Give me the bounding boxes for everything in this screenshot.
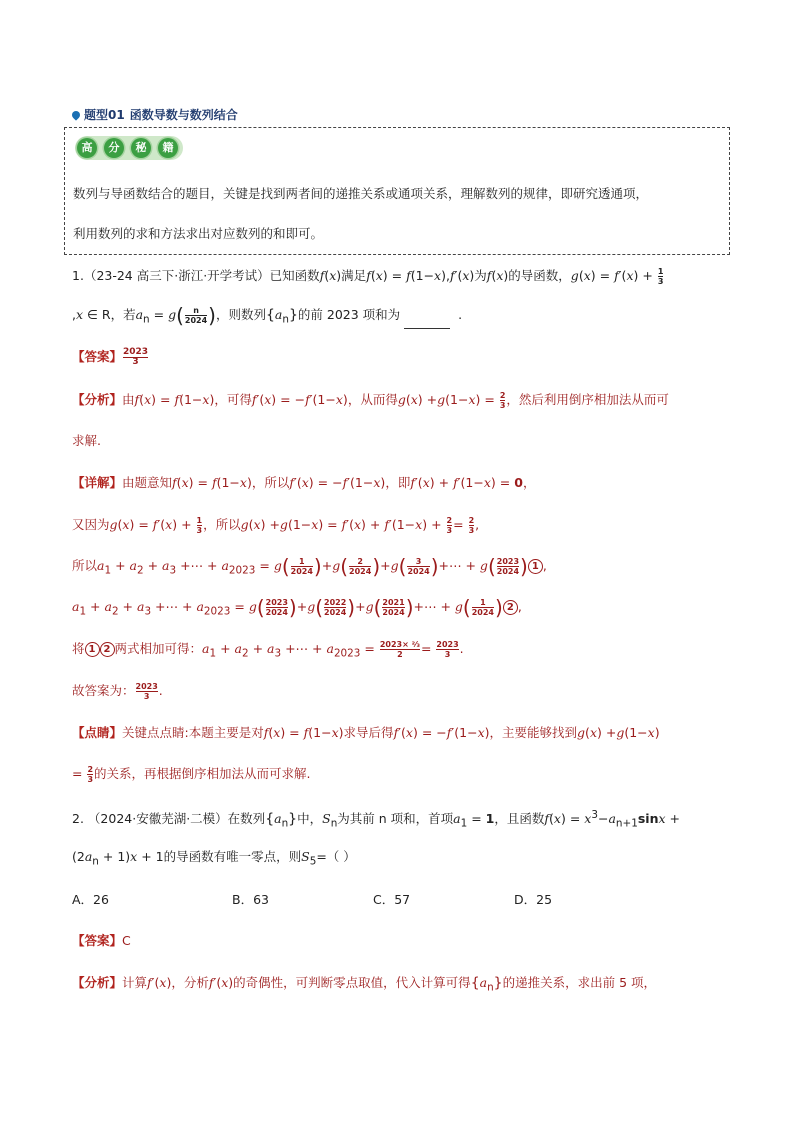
q1-detail-line-4: $a_1 + a_2 + a_3$ +⋯ + $a_{2023} = g$( $\frac{2023}{2024}$ )+g( $\frac{2022}{2024}$ )+g( $\frac{2021}{2024}$ )+⋯ + g( $\frac{1}{2024}$ ) 2 , [72, 595, 522, 620]
q2-options [72, 890, 772, 908]
badge-char: 分 [104, 138, 124, 158]
section-header [72, 104, 238, 123]
q1-analysis-line-1: 【分析】由f(x) = f(1−x)，可得f′(x) = −f′(1−x)，从而得g(x) +g(1−x) = $\frac{2}{3}$ ，然后利用倒序相加法从而可 [72, 391, 669, 410]
badge-char: 籍 [158, 138, 178, 158]
q1-detail-line-3: 所以$a_1 + a_2 + a_3$ +⋯ + $a_{2023} = g$( $\frac{1}{2024}$ )+g( $\frac{2}{2024}$ )+g( $\frac{3}{2024}$ )+⋯ + g( $\frac{2023}{2024}$ ) 1 , [72, 554, 547, 579]
tips-box [64, 127, 730, 255]
badge-char: 秘 [131, 138, 151, 158]
tips-line-1: 数列与导函数结合的题目，关键是找到两者间的递推关系或通项关系，理解数列的规律，即研究透通项， [73, 186, 649, 201]
q1-answer: 【答案】 $\frac{2023}{3}$ [72, 347, 149, 367]
q1-comment-line-1: 【点睛】关键点点睛:本题主要是对f(x) = f(1−x)求导后得f′(x) = −f′(1−x)，主要能够找到g(x) +g(1−x) [72, 725, 660, 740]
answer-blank [404, 316, 450, 329]
q1-comment-line-2: = $\frac{2}{3}$ 的关系，再根据倒序相加法从而可求解. [72, 765, 311, 784]
q2-stem-line-1: 2. （2024·安徽芜湖·二模）在数列$\{a_n\}$中，$S_n$为其前 n 项和，首项$a_1 = 1$，且函数$f(x) = x^3-a_{n+1}\sin x$ + [72, 809, 680, 830]
tips-line-2: 利用数列的求和方法求出对应数列的和即可。 [73, 226, 324, 241]
q1-stem-line-2: ,x ∈ R，若$a_n = g$( $\frac{n}{2024}$ )，则数列$\{a_n\}$的前 2023 项和为 . [72, 303, 463, 328]
q2-stem-line-2: $(2a_n + 1)x + 1$的导函数有唯一零点，则$S_5=$（ ） [72, 849, 356, 868]
q2-answer: 【答案】C [72, 933, 131, 948]
badge-group [75, 128, 185, 168]
q1-detail-line-6: 故答案为： $\frac{2023}{3}$ . [72, 682, 163, 701]
q1-analysis-line-2: 求解. [72, 433, 101, 448]
q1-detail-line-5: 将 1 2 两式相加可得：$a_1 + a_2 + a_3$ +⋯ + $a_{2023}$ = $\frac{\text{2023× ²⁄₃}}{2}$ = $\frac{2023}{3}$ . [72, 640, 464, 660]
option-d[interactable]: D．25 [514, 892, 553, 907]
q1-stem-line-1: 1.（23-24 高三下·浙江·开学考试）已知函数f(x)满足f(x) = f(1−x),f′(x)为f(x)的导函数，g(x) = f′(x) + $\frac{1}{3}$ [72, 267, 664, 286]
q1-detail-line-2: 又因为g(x) = f′(x) + $\frac{1}{3}$ ，所以g(x) +g(1−x) = f′(x) + f′(1−x) + $\frac{2}{3}$ = $\frac{2}{3}$ , [72, 516, 480, 535]
option-c[interactable]: C．57 [373, 892, 411, 907]
q2-analysis-line-1: 【分析】计算f′(x)，分析f′(x)的奇偶性，可判断零点取值，代入计算可得$\{a_n\}$的递推关系，求出前 5 项， [72, 975, 656, 994]
section-title: 函数导数与数列结合 [129, 108, 238, 122]
badge-char: 高 [77, 138, 97, 158]
option-b[interactable]: B．63 [232, 892, 269, 907]
q1-detail-line-1: 【详解】由题意知f(x) = f(1−x)，所以f′(x) = −f′(1−x)，即f′(x) + f′(1−x) = 0， [72, 475, 536, 490]
option-a[interactable]: A．26 [72, 892, 109, 907]
location-pin-icon [70, 109, 81, 120]
section-label: 题型01 [84, 108, 125, 122]
